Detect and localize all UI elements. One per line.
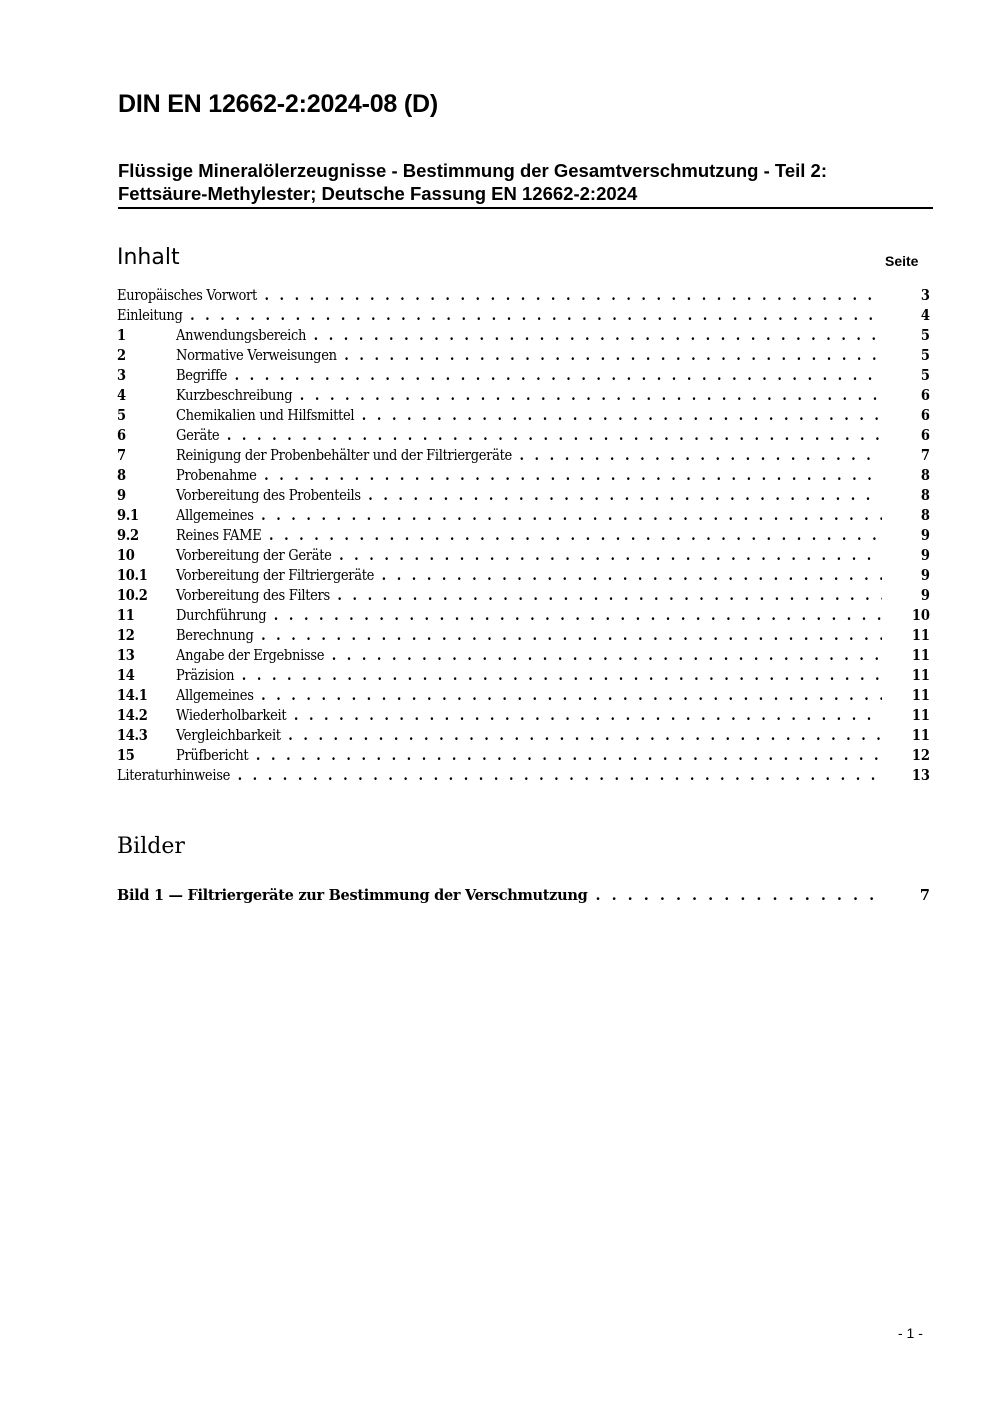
toc-entry-number: 9.1 xyxy=(117,507,139,524)
toc-entry-section-9-1[interactable] xyxy=(117,506,930,526)
toc-entry-number: 10.1 xyxy=(117,567,148,584)
toc-entry-number: 7 xyxy=(117,447,126,464)
figures-heading: Bilder xyxy=(117,834,185,859)
toc-entry-page: 8 xyxy=(920,487,930,504)
toc-entry-page: 9 xyxy=(920,567,930,584)
toc-entry-section-9-2[interactable] xyxy=(117,526,930,546)
toc-entry-section-14[interactable] xyxy=(117,666,930,686)
list-of-figures xyxy=(117,886,930,906)
toc-entry-section-4[interactable] xyxy=(117,386,930,406)
toc-entry-page: 12 xyxy=(911,747,930,764)
toc-entry-title: Wiederholbarkeit xyxy=(176,708,287,724)
toc-entry-page: 6 xyxy=(920,407,930,424)
toc-entry-title: Chemikalien und Hilfsmittel xyxy=(176,408,355,424)
toc-entry-page: 7 xyxy=(920,447,930,464)
toc-entry-title: Probenahme xyxy=(176,468,257,484)
toc-entry-section-9[interactable] xyxy=(117,486,930,506)
toc-entry-page: 5 xyxy=(920,367,930,384)
toc-entry-title: Geräte xyxy=(176,428,220,444)
toc-entry-europaeisches-vorwort[interactable] xyxy=(117,286,930,306)
toc-entry-number: 13 xyxy=(117,647,135,664)
toc-entry-section-12[interactable] xyxy=(117,626,930,646)
table-of-contents xyxy=(117,286,930,786)
document-title-line-2: Fettsäure-Methylester; Deutsche Fassung EN 12662-2:2024 xyxy=(118,183,638,204)
toc-entry-section-13[interactable] xyxy=(117,646,930,666)
toc-entry-page: 11 xyxy=(911,647,930,664)
toc-entry-section-10[interactable] xyxy=(117,546,930,566)
toc-entry-number: 4 xyxy=(117,387,126,404)
figure-entry-title: — Filtriergeräte zur Bestimmung der Verschmutzung xyxy=(163,887,588,904)
toc-entry-number: 3 xyxy=(117,367,126,384)
figure-entry-label: Bild 1 xyxy=(117,887,164,904)
toc-entry-title: Vorbereitung des Filters xyxy=(176,588,330,604)
toc-entry-section-1[interactable] xyxy=(117,326,930,346)
toc-entry-title: Normative Verweisungen xyxy=(176,348,337,364)
toc-entry-page: 13 xyxy=(911,767,930,784)
toc-entry-page: 9 xyxy=(920,547,930,564)
document-title-line-1: Flüssige Mineralölerzeugnisse - Bestimmung der Gesamtverschmutzung - Teil 2: xyxy=(118,160,827,181)
document-id: DIN EN 12662-2:2024-08 (D) xyxy=(118,90,438,118)
toc-entry-title: Reinigung der Probenbehälter und der Filtriergeräte xyxy=(176,448,512,464)
toc-entry-number: 2 xyxy=(117,347,126,364)
toc-entry-einleitung[interactable] xyxy=(117,306,930,326)
page-number: - 1 - xyxy=(898,1325,923,1341)
toc-entry-title: Angabe der Ergebnisse xyxy=(176,648,325,664)
toc-entry-section-15[interactable] xyxy=(117,746,930,766)
toc-entry-section-14-1[interactable] xyxy=(117,686,930,706)
toc-entry-section-2[interactable] xyxy=(117,346,930,366)
toc-entry-section-10-1[interactable] xyxy=(117,566,930,586)
toc-entry-page: 5 xyxy=(920,327,930,344)
toc-heading: Inhalt xyxy=(117,245,180,270)
toc-entry-title: Europäisches Vorwort xyxy=(117,288,257,304)
toc-entry-number: 9.2 xyxy=(117,527,139,544)
toc-entry-title: Vergleichbarkeit xyxy=(176,728,281,744)
toc-entry-page: 9 xyxy=(920,527,930,544)
toc-entry-title: Anwendungsbereich xyxy=(176,328,307,344)
toc-entry-title: Berechnung xyxy=(176,628,254,644)
toc-entry-number: 14.1 xyxy=(117,687,148,704)
toc-entry-number: 14.2 xyxy=(117,707,148,724)
toc-entry-page: 8 xyxy=(920,507,930,524)
toc-entry-number: 6 xyxy=(117,427,126,444)
toc-entry-title: Vorbereitung der Filtriergeräte xyxy=(176,568,375,584)
toc-entry-title: Literaturhinweise xyxy=(117,768,231,784)
toc-entry-number: 8 xyxy=(117,467,126,484)
toc-entry-page: 10 xyxy=(911,607,930,624)
toc-entry-section-5[interactable] xyxy=(117,406,930,426)
toc-entry-title: Reines FAME xyxy=(176,528,262,544)
figure-entry-page: 7 xyxy=(919,887,930,904)
toc-entry-title: Prüfbericht xyxy=(176,748,249,764)
toc-entry-page: 5 xyxy=(920,347,930,364)
toc-entry-title: Durchführung xyxy=(176,608,267,624)
toc-entry-number: 10 xyxy=(117,547,135,564)
toc-entry-page: 6 xyxy=(920,427,930,444)
toc-entry-page: 3 xyxy=(920,287,930,304)
toc-entry-number: 15 xyxy=(117,747,135,764)
toc-entry-title: Allgemeines xyxy=(176,688,254,704)
toc-entry-title: Kurzbeschreibung xyxy=(176,388,293,404)
toc-entry-page: 11 xyxy=(911,627,930,644)
toc-entry-page: 6 xyxy=(920,387,930,404)
toc-entry-section-3[interactable] xyxy=(117,366,930,386)
toc-entry-number: 12 xyxy=(117,627,135,644)
toc-entry-number: 1 xyxy=(117,327,126,344)
toc-entry-literaturhinweise[interactable] xyxy=(117,766,930,786)
toc-entry-title: Allgemeines xyxy=(176,508,254,524)
toc-entry-page: 11 xyxy=(911,667,930,684)
toc-entry-section-8[interactable] xyxy=(117,466,930,486)
toc-page-column-label: Seite xyxy=(885,253,919,269)
toc-entry-number: 9 xyxy=(117,487,126,504)
toc-entry-section-6[interactable] xyxy=(117,426,930,446)
toc-entry-page: 9 xyxy=(920,587,930,604)
document-title xyxy=(118,159,933,209)
toc-entry-page: 8 xyxy=(920,467,930,484)
toc-entry-number: 14 xyxy=(117,667,135,684)
toc-entry-number: 11 xyxy=(117,607,135,624)
figure-entry-bild-1[interactable] xyxy=(117,886,930,906)
toc-entry-section-14-3[interactable] xyxy=(117,726,930,746)
toc-entry-title: Präzision xyxy=(176,668,235,684)
toc-entry-title: Begriffe xyxy=(176,368,228,384)
toc-entry-page: 4 xyxy=(920,307,930,324)
toc-entry-number: 14.3 xyxy=(117,727,148,744)
toc-entry-title: Einleitung xyxy=(117,308,183,324)
toc-entry-title: Vorbereitung des Probenteils xyxy=(176,488,361,504)
toc-entry-number: 10.2 xyxy=(117,587,148,604)
toc-entry-title: Vorbereitung der Geräte xyxy=(176,548,332,564)
toc-entry-section-7[interactable] xyxy=(117,446,930,466)
toc-entry-page: 11 xyxy=(911,727,930,744)
toc-entry-page: 11 xyxy=(911,687,930,704)
toc-entry-page: 11 xyxy=(911,707,930,724)
toc-entry-section-10-2[interactable] xyxy=(117,586,930,606)
toc-entry-number: 5 xyxy=(117,407,126,424)
toc-entry-section-11[interactable] xyxy=(117,606,930,626)
toc-entry-section-14-2[interactable] xyxy=(117,706,930,726)
